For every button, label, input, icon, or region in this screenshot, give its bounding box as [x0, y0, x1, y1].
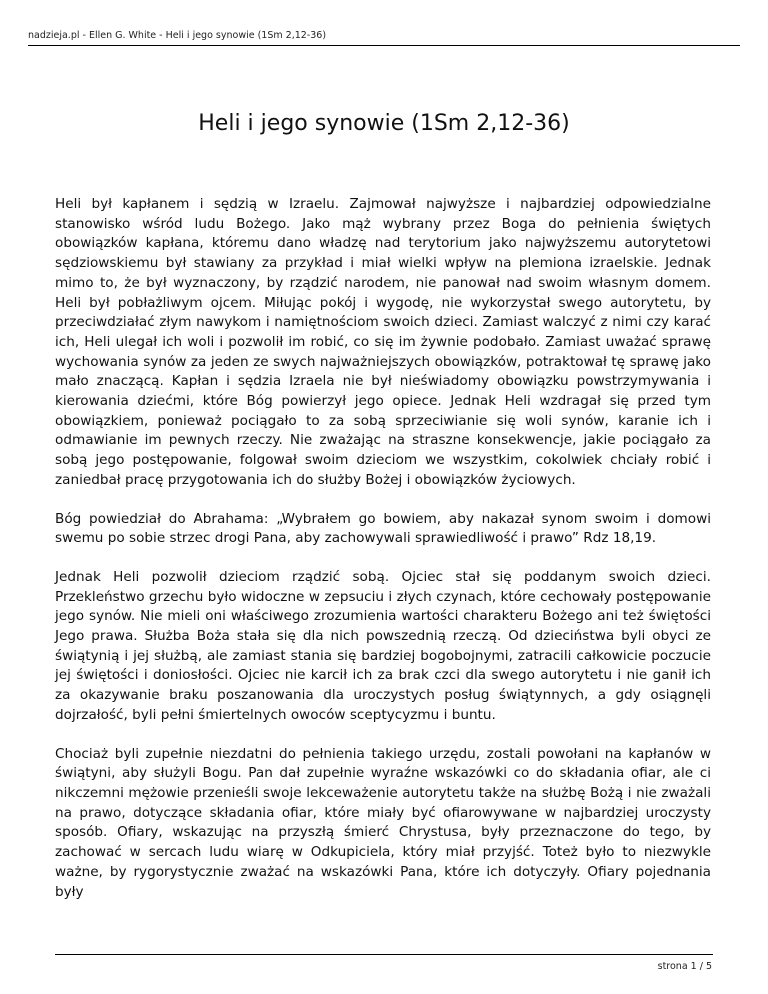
document-body: [55, 195, 711, 902]
page-number: strona 1 / 5: [657, 961, 712, 972]
paragraph-2: Bóg powiedział do Abrahama: „Wybrałem go bowiem, aby nakazał synom swoim i domowi swemu po sobie strzec drogi Pana, aby zachowywali sprawiedliwość i prawo” Rdz 18,19.: [55, 510, 711, 547]
page-header: nadzieja.pl - Ellen G. White - Heli i jego synowie (1Sm 2,12-36): [28, 30, 327, 41]
paragraph-4: Chociaż byli zupełnie niezdatni do pełnienia takiego urzędu, zostali powołani na kapłanów w świątyni, aby służyli Bogu. Pan dał zupełnie wyraźne wskazówki co do składania ofiar, ale ci nikczemni mężowie przenieśli swoje lekceważenie autorytetu także na służbę Bożą i nie zważali na prawo, dotyczące składania ofiar, które miały być ofiarowywane w najbardziej uroczysty sposób. Ofiary, wskazując na przyszłą śmierć Chrystusa, były przeznaczone do tego, by zachować w sercach ludu wiarę w Odkupiciela, który miał przyjść. Toteż było to niezwykle ważne, by rygorystycznie zważać na wskazówki Pana, które ich dotyczyły. Ofiary pojednania były: [55, 745, 711, 900]
footer-divider: [55, 954, 713, 955]
paragraph-3: Jednak Heli pozwolił dzieciom rządzić sobą. Ojciec stał się poddanym swoich dzieci. Przekleństwo grzechu było widoczne w zepsuciu i złych czynach, które cechowały postępowanie jego synów. Nie mieli oni właściwego zrozumienia wartości charakteru Bożego ani też świętości Jego prawa. Służba Boża stała się dla nich powszednią rzeczą. Od dzieciństwa byli obyci ze świątynią i jej służbą, ale zamiast stania się bardziej bogobojnymi, zatracili całkowicie poczucie jej świętości i doniosłości. Ojciec nie karcił ich za brak czci dla swego autorytetu i nie ganił ich za okazywanie braku poszanowania dla uroczystych posług świątynnych, a gdy osiągnęli dojrzałość, byli pełni śmiertelnych owoców sceptycyzmu i buntu.: [55, 568, 711, 723]
header-divider: [28, 45, 740, 46]
paragraph-1: Heli był kapłanem i sędzią w Izraelu. Zajmował najwyższe i najbardziej odpowiedzialne stanowisko wśród ludu Bożego. Jako mąż wybrany przez Boga do pełnienia świętych obowiązków kapłana, któremu dano władzę nad terytorium jako najwyższemu autorytetowi sędziowskiemu był stawiany za przykład i miał wielki wpływ na plemiona izraelskie. Jednak mimo to, że był wyznaczony, by rządzić narodem, nie panował nad swoim własnym domem. Heli był pobłażliwym ojcem. Miłując pokój i wygodę, nie wykorzystał swego autorytetu, by przeciwdziałać złym nawykom i namiętnościom swoich dzieci. Zamiast walczyć z nimi czy karać ich, Heli ulegał ich woli i pozwolił im robić, co się im żywnie podobało. Zamiast uważać sprawę wychowania synów za jeden ze swych najważniejszych obowiązków, potraktował tę sprawę jako mało znaczącą. Kapłan i sędzia Izraela nie był nieświadomy obowiązku powstrzymywania i kierowania dziećmi, które Bóg powierzył jego opiece. Jednak Heli wzdragał się przed tym obowiązkiem, ponieważ pociągało to za sobą sprzeciwianie się woli synów, karanie ich i odmawianie im pewnych rzeczy. Nie zważając na straszne konsekwencje, jakie pociągało za sobą jego postępowanie, folgował swoim dzieciom we wszystkim, cokolwiek chciały robić i zaniedbał pracę przygotowania ich do służby Bożej i obowiązków życiowych.: [55, 196, 711, 488]
document-title: Heli i jego synowie (1Sm 2,12-36): [198, 111, 570, 136]
